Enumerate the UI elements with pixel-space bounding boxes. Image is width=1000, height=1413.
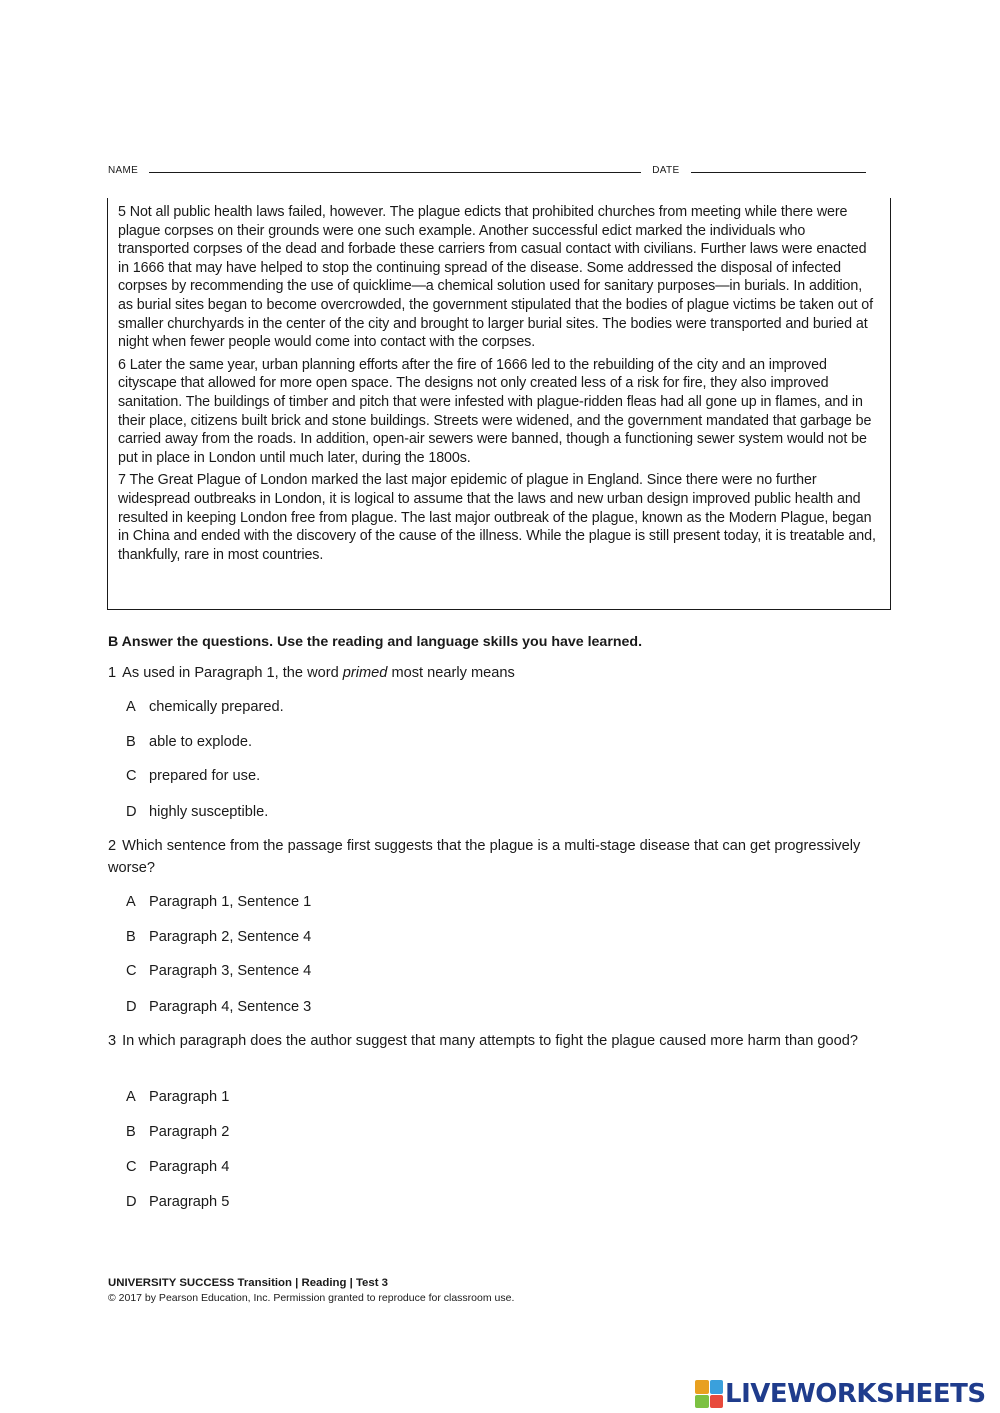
question-1: [108, 662, 888, 684]
q2-option-d[interactable]: D Paragraph 4, Sentence 3: [126, 999, 312, 1015]
copyright-notice: © 2017 by Pearson Education, Inc. Permission granted to reproduce for classroom use.: [108, 1292, 515, 1304]
liveworksheets-logo-icon: [695, 1380, 723, 1408]
question-text: Which sentence from the passage first suggests that the plague is a multi-stage disease that can get progressively worse?: [108, 838, 861, 876]
question-2: [108, 835, 888, 879]
question-keyword: primed: [342, 665, 388, 681]
q1-option-a[interactable]: A chemically prepared.: [126, 699, 284, 715]
q1-option-b[interactable]: B able to explode.: [126, 734, 253, 750]
paragraph-7: 7 The Great Plague of London marked the last major epidemic of plague in England. Since there were no further widespread outbreaks in London, it is logical to assume that the laws and new urban design improved public health and resulted in keeping London free from plague. The last major outbreak of the plague, known as the Modern Plague, began in China and ended with the discovery of the cause of the illness. While the plague is still present today, it is treatable and, thankfully, rare in most countries.: [118, 472, 876, 563]
paragraph-5: 5 Not all public health laws failed, however. The plague edicts that prohibited churches from meeting while there were plague corpses on their grounds were one such example. Another successful edict marked the individuals who transported corpses of the dead and forbade these carriers from casual contact with civilians. Further laws were enacted in 1666 that may have helped to stop the continuing spread of the disease. Some addressed the disposal of infected corpses by recommending the use of quicklime—a chemical solution used for sanitary purposes—in burials. In addition, as burial sites began to become overcrowded, the government stipulated that the bodies of plague victims be taken out of smaller churchyards in the center of the city and brought to larger burial sites. The bodies were transported and buried at night when fewer people would come into contact with the corpses.: [118, 204, 873, 351]
paragraph-6: 6 Later the same year, urban planning efforts after the fire of 1666 led to the rebuilding of the city and an improved cityscape that allowed for more open space. The designs not only created less of a risk for fire, they also improved sanitation. The buildings of timber and pitch that were infested with plague-ridden fleas had all gone up in flames, and in their place, citizens built brick and stone buildings. Streets were widened, and the government mandated that garbage be carried away from the roads. In addition, open-air sewers were banned, though a functioning sewer system would not be put in place in London until much later, during the 1800s.: [118, 356, 872, 466]
reading-passage: [107, 198, 891, 610]
brand-name: LIVEWORKSHEETS: [725, 1379, 986, 1409]
q2-option-b[interactable]: B Paragraph 2, Sentence 4: [126, 929, 312, 945]
question-text: In which paragraph does the author suggest that many attempts to fight the plague caused more harm than good?: [122, 1033, 858, 1049]
series-title: UNIVERSITY SUCCESS Transition | Reading | Test 3: [108, 1277, 389, 1289]
q1-option-d[interactable]: D highly susceptible.: [126, 804, 269, 820]
question-number: 1: [108, 665, 117, 681]
question-3: [108, 1030, 888, 1052]
logo-square-2: [710, 1380, 724, 1394]
q3-option-c[interactable]: C Paragraph 4: [126, 1159, 230, 1175]
name-field[interactable]: [149, 163, 641, 173]
q1-option-c[interactable]: C prepared for use.: [126, 768, 261, 784]
date-field[interactable]: [691, 163, 866, 173]
q2-option-c[interactable]: C Paragraph 3, Sentence 4: [126, 963, 312, 979]
q3-option-a[interactable]: A Paragraph 1: [126, 1089, 230, 1105]
page-footer: [108, 1276, 708, 1306]
name-date-header: [108, 163, 868, 176]
question-text-end: most nearly means: [387, 665, 515, 681]
question-number: 2: [108, 838, 117, 854]
logo-square-3: [695, 1395, 709, 1409]
logo-square-4: [710, 1395, 724, 1409]
liveworksheets-brand: [695, 1376, 995, 1412]
question-text: As used in Paragraph 1, the word: [122, 665, 343, 681]
date-label: DATE: [652, 165, 680, 176]
q2-option-a[interactable]: A Paragraph 1, Sentence 1: [126, 894, 312, 910]
q3-option-d[interactable]: D Paragraph 5: [126, 1194, 230, 1210]
name-label: NAME: [108, 165, 139, 176]
logo-square-1: [695, 1380, 709, 1394]
question-number: 3: [108, 1033, 117, 1049]
q3-option-b[interactable]: B Paragraph 2: [126, 1124, 230, 1140]
section-b-instruction: B Answer the questions. Use the reading and language skills you have learned.: [108, 634, 643, 650]
